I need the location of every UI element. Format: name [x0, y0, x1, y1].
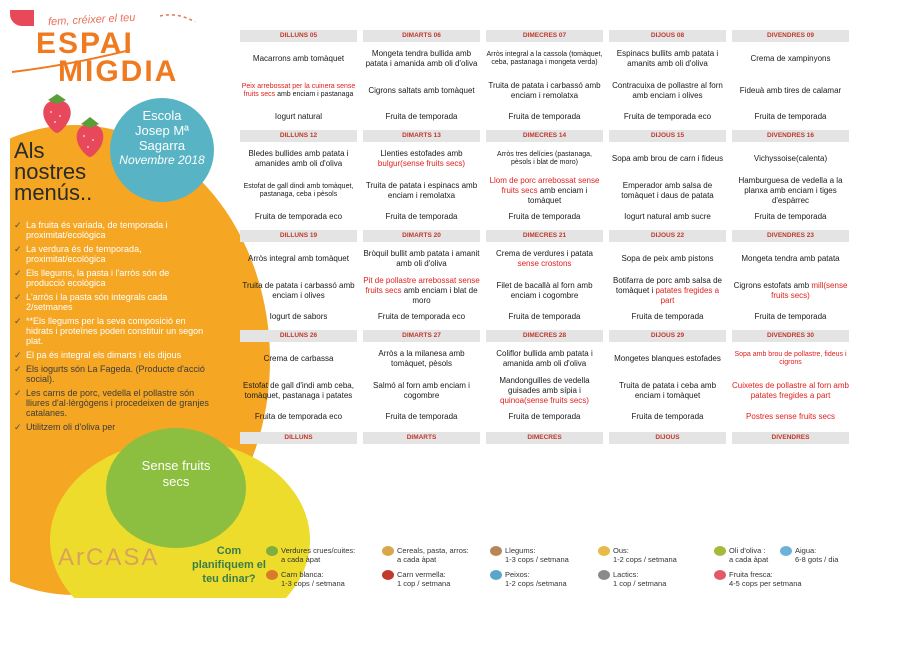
dish-text [363, 112, 480, 122]
dish-text [363, 276, 480, 306]
day-header: DIVENDRES 09 [732, 30, 849, 42]
legend-item [382, 546, 490, 564]
legend-label: Lactics: [613, 569, 639, 579]
dish-allergen-note: patates fregides a part [655, 286, 720, 305]
dish-name: Crema de xampinyons [750, 54, 831, 63]
legend-frequency: a cada àpat [397, 555, 437, 564]
dish-text [609, 254, 726, 264]
dish-text [486, 249, 603, 269]
dish-text [363, 381, 480, 401]
legend-label: Carn blanca: [281, 569, 324, 579]
dish-name: Filet de bacallà al forn amb enciam i cogombre [496, 281, 593, 300]
dish-name: Pit de pollastre arrebossat sense fruits secs [363, 276, 480, 295]
menu-page [10, 10, 851, 598]
menu-dish [363, 210, 480, 224]
dish-text [609, 112, 726, 122]
dish-text [363, 312, 480, 322]
menu-dish [486, 110, 603, 124]
menu-dish [486, 374, 603, 408]
dish-name: Mandonguilles de vedella guisades amb sípia i [499, 376, 590, 395]
legumes-icon [490, 546, 502, 556]
day-header: DIVENDRES 16 [732, 130, 849, 142]
dish-name: Salmó al forn amb enciam i cogombre [373, 381, 470, 400]
day-header: DILLUNS 05 [240, 30, 357, 42]
menu-dish [486, 410, 603, 424]
menu-dish [609, 174, 726, 208]
brand-title-line-1: ESPAI [36, 27, 134, 60]
dish-name: Mongeta tendra bullida amb patata i amanida amb oli d'oliva [365, 49, 478, 68]
dish-text [486, 81, 603, 101]
menu-dish [486, 74, 603, 108]
eggs-icon [598, 546, 610, 556]
menu-dish [240, 144, 357, 174]
dish-allergen-note: bulgur(sense fruits secs) [377, 159, 466, 168]
dish-text [609, 381, 726, 401]
menu-dish [363, 244, 480, 274]
dish-text [732, 254, 849, 264]
dish-name: Crema de carbassa [263, 354, 334, 363]
dish-text [732, 54, 849, 64]
note-item: ✓ Les carns de porc, vedella el pollastre són lliures d'al·lèrgògens i procedeixen de granjes catalanes. [14, 388, 209, 418]
dish-text [363, 212, 480, 222]
nut-free-label: Sense fruits secs [141, 458, 211, 489]
dish-text [486, 212, 603, 222]
dish-name: Mongeta tendra amb patata [741, 254, 840, 263]
dish-text [363, 86, 480, 96]
menu-dish [732, 344, 849, 374]
day-header: DIVENDRES 30 [732, 330, 849, 342]
legend-item [714, 570, 822, 588]
day-header: DIMARTS 27 [363, 330, 480, 342]
dish-text [609, 154, 726, 164]
menu-dish [363, 410, 480, 424]
menu-dish [363, 74, 480, 108]
legend-item [382, 570, 490, 588]
legend-item [266, 546, 374, 564]
dish-name: Fruita de temporada [385, 112, 458, 121]
day-header: DIJOUS 29 [609, 330, 726, 342]
dish-text [240, 54, 357, 64]
legend-item [266, 570, 374, 588]
legend-frequency: 1 cop / setmana [613, 579, 667, 588]
dish-text [609, 276, 726, 306]
menu-dish [240, 410, 357, 424]
dish-name: Fruita de temporada [754, 312, 827, 321]
dish-text [486, 51, 603, 68]
dish-name: Arròs integral amb tomàquet [248, 254, 349, 263]
legend-label: Verdures crues/cuites: [281, 545, 356, 555]
dish-name: Contracuixa de pollastre al forn amb enciam i olives [612, 81, 723, 100]
dish-text [240, 381, 357, 401]
dish-name: Fruita de temporada [754, 212, 827, 221]
dish-name: Sopa amb brou de carn i fideus [611, 154, 724, 163]
dish-text [240, 83, 357, 100]
menu-dish [240, 310, 357, 324]
dish-name: Cigrons estofats amb [733, 281, 812, 290]
note-item: ✓ Els iogurts són La Fageda. (Producte d'acció social). [14, 364, 209, 384]
menu-dish [609, 110, 726, 124]
legend-frequency: 6-8 gots / dia [795, 555, 839, 564]
dish-extra: amb enciam i blat de moro [401, 286, 478, 305]
menu-dish [363, 274, 480, 308]
dish-name: Estofat de gall dindi amb tomàquet, pastanaga, ceba i pèsols [243, 182, 354, 198]
brand-title-line-2: MIGDIA [58, 55, 179, 88]
dish-name: Vichyssoise(calenta) [753, 154, 828, 163]
dish-name: Truita de patata i carbassó amb enciam i remolatxa [488, 81, 601, 100]
day-header: DIMECRES 21 [486, 230, 603, 242]
company-logo: ArCASA [58, 544, 160, 571]
olive-oil-icon [714, 546, 726, 556]
dish-name: Fruita de temporada eco [377, 312, 466, 321]
menu-dish [609, 210, 726, 224]
dish-name: Estofat de gall d'indi amb ceba, tomàquet, pastanaga i patates [243, 381, 354, 400]
menu-dish [240, 244, 357, 274]
dish-text [486, 281, 603, 301]
menu-dish [240, 210, 357, 224]
dish-text [732, 351, 849, 368]
menu-dish [363, 310, 480, 324]
dish-allergen-note: quinoa(sense fruits secs) [500, 396, 589, 405]
dish-name: Fruita de temporada [385, 412, 458, 421]
brand-tagline: fem, créixer el teu [47, 11, 136, 29]
dish-name: Sopa de peix amb pistons [621, 254, 714, 263]
menu-dish [732, 110, 849, 124]
legend-item [598, 570, 706, 588]
dish-name: Fruita de temporada eco [254, 212, 343, 221]
day-header: DILLUNS 19 [240, 230, 357, 242]
day-header: DIJOUS 15 [609, 130, 726, 142]
menu-dish [240, 44, 357, 74]
legend-frequency: 1-3 cops / setmana [281, 579, 345, 588]
school-line-1: Escola [142, 108, 182, 123]
day-header: DIMECRES 14 [486, 130, 603, 142]
dish-name: Fideuà amb tires de calamar [739, 86, 842, 95]
dish-allergen-note: mill(sense fruits secs) [771, 281, 848, 300]
menu-dish [732, 74, 849, 108]
dish-text [240, 412, 357, 422]
menu-dish [609, 74, 726, 108]
dish-name: Fruita de temporada [508, 412, 581, 421]
dish-name: Truita de patata i carbassó amb enciam i olives [242, 281, 355, 300]
dish-text [363, 49, 480, 69]
legend-frequency: 1-2 cops /setmana [505, 579, 567, 588]
day-header: DIMARTS 06 [363, 30, 480, 42]
legend-item [598, 546, 706, 564]
menu-dish [609, 44, 726, 74]
legend-label: Cereals, pasta, arros: [397, 545, 469, 555]
menu-dish [486, 310, 603, 324]
menu-dish [609, 410, 726, 424]
note-item: ✓ L'arròs i la pasta són integrals cada 2/setmanes [14, 292, 209, 312]
dish-name: Fruita de temporada eco [254, 412, 343, 421]
cereals-icon [382, 546, 394, 556]
dish-name: Iogurt natural amb sucre [624, 212, 711, 221]
legend-item [490, 546, 598, 564]
legend-frequency: 1 cop / setmana [397, 579, 451, 588]
dish-text [486, 412, 603, 422]
menu-dish [609, 274, 726, 308]
dish-name: Arròs tres delícies (pastanaga, pèsols i blat de moro) [497, 150, 592, 166]
dish-name: Botifarra de porc amb salsa de tomàquet i [613, 276, 722, 295]
menu-dish [363, 110, 480, 124]
day-header: DIVENDRES [732, 432, 849, 444]
day-header: DILLUNS 26 [240, 330, 357, 342]
dish-text [363, 181, 480, 201]
legend-item [490, 570, 598, 588]
dish-name: Fruita de temporada [631, 312, 704, 321]
water-icon [780, 546, 792, 556]
dish-text [732, 86, 849, 96]
note-item: ✓ **Els llegums per la seva composició en hidrats i proteïnes poden constituir un segon plat. [14, 316, 209, 346]
legend-frequency: 4-5 cops per setmana [729, 579, 802, 588]
day-header: DIMARTS 20 [363, 230, 480, 242]
dish-name: Bledes bullides amb patata i amanides amb oli d'oliva [248, 149, 349, 168]
dish-text [486, 312, 603, 322]
legend-label: Oli d'oliva : [729, 545, 766, 555]
menu-dish [363, 144, 480, 174]
dish-name: Hamburguesa de vedella a la planxa amb enciam i tiges d'espàrrec [738, 176, 843, 205]
menu-dish [732, 274, 849, 308]
dish-text [240, 312, 357, 322]
dish-name: Fruita de temporada [508, 212, 581, 221]
note-item: ✓ La fruita és variada, de temporada i proximitat/ecològica [14, 220, 209, 240]
note-item: ✓ La verdura és de temporada, proximitat/ecològica [14, 244, 209, 264]
dish-name: Cuixetes de pollastre al forn amb patates fregides a part [732, 381, 849, 400]
fruit-icon [714, 570, 726, 580]
dish-name: Fruita de temporada [631, 412, 704, 421]
dish-name: Espinacs bullits amb patata i amanits amb oli d'oliva [616, 49, 719, 68]
menu-dish [732, 174, 849, 208]
legend-frequency: 1-3 cops / setmana [505, 555, 569, 564]
menu-dish [732, 410, 849, 424]
menu-dish [486, 274, 603, 308]
menu-dish [609, 310, 726, 324]
dish-text [732, 112, 849, 122]
menu-dish [240, 74, 357, 108]
fish-icon [490, 570, 502, 580]
dish-text [240, 149, 357, 169]
dish-name: Crema de verdures i patata [496, 249, 593, 258]
legend-label: Peixos: [505, 569, 530, 579]
dish-text [609, 354, 726, 364]
menu-dish [609, 344, 726, 374]
dish-text [240, 112, 357, 122]
dairy-icon [598, 570, 610, 580]
school-badge [110, 108, 214, 168]
menu-dish [240, 110, 357, 124]
menu-dish [732, 244, 849, 274]
note-item: ✓ Els llegums, la pasta i l'arròs són de producció ecològica [14, 268, 209, 288]
heading-line-1: Als [14, 138, 45, 163]
dish-text [732, 154, 849, 164]
dish-text [363, 149, 480, 169]
dish-text [363, 249, 480, 269]
legend-question: Com planifiquem el teu dinar? [192, 545, 266, 585]
menu-dish [732, 144, 849, 174]
dish-text [609, 312, 726, 322]
dish-name: Iogurt de sabors [269, 312, 328, 321]
dish-name: Llom de porc arrebossat sense fruits secs [489, 176, 600, 195]
dish-text [240, 212, 357, 222]
dish-text [609, 412, 726, 422]
dish-name: Postres sense fruits secs [746, 412, 835, 421]
dish-text [486, 176, 603, 206]
dish-text [486, 151, 603, 168]
dish-name: Emperador amb salsa de tomàquet i daus de patata [621, 181, 714, 200]
dish-name: Arròs a la milanesa amb tomàquet, pèsols [378, 349, 465, 368]
dish-text [732, 312, 849, 322]
section-heading [14, 140, 92, 203]
dish-name: Sopa amb brou de pollastre, fideus i cigrons [734, 350, 847, 366]
dish-name: Fruita de temporada [385, 212, 458, 221]
dish-text [609, 81, 726, 101]
dish-allergen-note: sense crostons [517, 259, 572, 268]
dish-name: Coliflor bullida amb patata i amanida amb oli d'oliva [496, 349, 593, 368]
day-header: DILLUNS [240, 432, 357, 444]
menu-dish [609, 144, 726, 174]
dish-name: Iogurt natural [274, 112, 323, 121]
strawberry-icon [38, 92, 76, 134]
dish-name: Bròquil bullit amb patata i amanit amb oli d'oliva [363, 249, 480, 268]
day-header: DIJOUS 22 [609, 230, 726, 242]
dish-text [363, 412, 480, 422]
menu-month: Novembre 2018 [119, 153, 205, 167]
dish-text [609, 212, 726, 222]
dish-text [240, 281, 357, 301]
menu-dish [240, 374, 357, 408]
vegetables-icon [266, 546, 278, 556]
heading-line-3: menús.. [14, 180, 93, 205]
menu-dish [609, 244, 726, 274]
dish-text [609, 49, 726, 69]
dish-name: Fruita de temporada eco [623, 112, 712, 121]
menu-dish [732, 44, 849, 74]
dish-text [486, 349, 603, 369]
menu-dish [609, 374, 726, 408]
day-header: DIMARTS 13 [363, 130, 480, 142]
menu-dish [363, 344, 480, 374]
menu-dish [486, 174, 603, 208]
red-meat-icon [382, 570, 394, 580]
dish-text [732, 381, 849, 401]
legend-label: Ous: [613, 545, 629, 555]
legend-label: Carn vermella: [397, 569, 446, 579]
dish-text [486, 376, 603, 406]
menu-notes [14, 220, 209, 436]
dish-extra: amb enciam i tomàquet [527, 186, 588, 205]
menu-dish [486, 44, 603, 74]
dish-text [486, 112, 603, 122]
dish-name: Mongetes blanques estofades [614, 354, 721, 363]
legend-label: Fruita fresca: [729, 569, 773, 579]
dish-name: Truita de patata i ceba amb enciam i tomàquet [618, 381, 717, 400]
dish-name: Fruita de temporada [508, 312, 581, 321]
legend-frequency: a cada àpat [281, 555, 321, 564]
dish-text [240, 183, 357, 200]
day-header: DILLUNS 12 [240, 130, 357, 142]
dish-text [240, 254, 357, 264]
note-item: ✓ Utilitzem oli d'oliva per [14, 422, 209, 432]
dish-name: Truita de patata i espinacs amb enciam i remolatxa [365, 181, 478, 200]
dish-name: Macarrons amb tomàquet [252, 54, 345, 63]
day-header: DIMECRES 07 [486, 30, 603, 42]
heading-line-2: nostres [14, 159, 87, 184]
legend-frequency: 1-2 cops / setmana [613, 555, 677, 564]
menu-dish [363, 44, 480, 74]
note-item: ✓ El pa és integral els dimarts i els dijous [14, 350, 209, 360]
legend-item [780, 546, 850, 564]
menu-dish [486, 344, 603, 374]
dish-name: Arròs integral a la cassola (tomàquet, ceba, pastanaga i mongeta verda) [486, 50, 603, 66]
day-header: DIMECRES [486, 432, 603, 444]
menu-dish [240, 274, 357, 308]
day-header: DIMECRES 28 [486, 330, 603, 342]
dish-name: Llenties estofades amb [380, 149, 463, 158]
menu-dish [732, 210, 849, 224]
dish-text [732, 212, 849, 222]
menu-dish [486, 244, 603, 274]
menu-dish [732, 310, 849, 324]
day-header: DIJOUS 08 [609, 30, 726, 42]
menu-dish [363, 374, 480, 408]
menu-dish [240, 344, 357, 374]
legend-frequency: a cada àpat [729, 555, 769, 564]
dish-extra: amb enciam i pastanaga [275, 91, 354, 98]
white-meat-icon [266, 570, 278, 580]
dish-name: Fruita de temporada [754, 112, 827, 121]
school-line-3: Sagarra [138, 138, 186, 153]
dish-text [732, 281, 849, 301]
legend-label: Llegums: [505, 545, 536, 555]
dish-text [240, 354, 357, 364]
dish-text [363, 349, 480, 369]
menu-dish [240, 174, 357, 208]
dish-text [609, 181, 726, 201]
dish-name: Cigrons saltats amb tomàquet [368, 86, 475, 95]
school-line-2: Josep Mª [135, 123, 189, 138]
dish-text [732, 412, 849, 422]
day-header: DIJOUS [609, 432, 726, 444]
menu-dish [486, 210, 603, 224]
legend-label: Aigua: [795, 545, 817, 555]
dish-name: Fruita de temporada [508, 112, 581, 121]
day-header: DIMARTS [363, 432, 480, 444]
dish-text [732, 176, 849, 206]
menu-dish [486, 144, 603, 174]
menu-dish [732, 374, 849, 408]
dish-name: Peix arrebossat per la cuinera sense fruits secs [241, 82, 356, 98]
menu-dish [363, 174, 480, 208]
day-header: DIVENDRES 23 [732, 230, 849, 242]
